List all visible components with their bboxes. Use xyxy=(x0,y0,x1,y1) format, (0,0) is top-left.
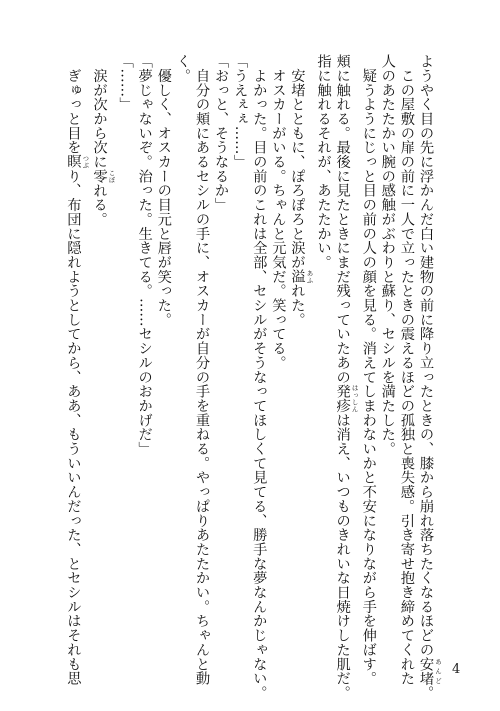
ruby-base: 安堵 xyxy=(418,656,434,686)
text-line xyxy=(192,54,211,686)
text-segment: く。 xyxy=(174,54,191,83)
ruby-reading: はっしん xyxy=(350,384,359,413)
text-line xyxy=(211,54,230,639)
text-line xyxy=(249,54,268,700)
text-segment: 安堵とともに、ぽろぽろと涙が xyxy=(289,54,306,270)
text-segment: 人のあたたかい腕の感触がぶわりと蘇り、セシルを満たした。 xyxy=(379,54,396,456)
ruby-reading: あふ xyxy=(305,269,314,284)
text-segment: 優しく、オスカーの目元と唇が笑った。 xyxy=(155,54,172,327)
text-segment: この屋敷の扉の前に一人で立ったときの震えるほどの孤独と喪失感。引き寄せ抱き締めてくれた xyxy=(398,54,415,686)
text-line xyxy=(359,54,378,686)
text-segment: 「おっと、そうなるか」 xyxy=(213,54,230,212)
text-line xyxy=(397,54,416,686)
text-line xyxy=(313,54,332,639)
text-line xyxy=(89,54,115,639)
text-line xyxy=(333,54,359,700)
text-line xyxy=(416,54,442,700)
vertical-text-body xyxy=(62,54,442,700)
text-segment: ようやく目の先に浮かんだ白い建物の前に降り立ったときの、膝から崩れ落ちたくなるほどの xyxy=(418,54,434,657)
ruby-base: 瞑 xyxy=(65,154,82,169)
text-segment: れる。 xyxy=(91,183,108,227)
ruby-reading: あんど xyxy=(434,656,442,686)
page-number: 4 xyxy=(452,662,461,677)
text-line xyxy=(154,54,173,639)
text-segment: よかった。目の前のこれは全部、セシルがそうなってほしくて見てる、勝手な夢なんかじゃない。 xyxy=(251,54,268,700)
text-segment: オスカーがいる。ちゃんと元気だ。笑ってる。 xyxy=(270,54,287,370)
text-segment: ぎゅっと目を xyxy=(65,54,82,155)
text-line xyxy=(116,54,135,639)
text-segment: 「夢じゃないぞ。治った。生きてる。……セシルのおかげだ」 xyxy=(136,54,153,456)
ruby-word xyxy=(334,384,359,413)
text-segment: 。 xyxy=(418,685,434,700)
text-line xyxy=(135,54,154,639)
text-segment: 頬に触れる。最後に見たときにまだ残っていたあの xyxy=(334,54,351,385)
text-line xyxy=(63,54,90,686)
text-segment: 「……」 xyxy=(117,54,134,112)
text-segment: 指に触れるそれが、あたたかい。 xyxy=(315,54,332,270)
text-line xyxy=(287,54,313,639)
text-line xyxy=(230,54,249,639)
text-segment: は消え、いつものきれいな日焼けした肌だ。 xyxy=(334,412,351,700)
ruby-base: 発疹 xyxy=(334,384,351,413)
ruby-base: 溢 xyxy=(289,269,306,284)
ruby-word xyxy=(418,656,442,686)
text-segment: 疑うようにじっと目の前の人の顔を見る。消えてしまわないかと不安になりながら手を伸ばす。 xyxy=(360,54,377,686)
ruby-word xyxy=(91,168,116,184)
ruby-reading: こぼ xyxy=(107,168,116,184)
text-line xyxy=(173,54,192,639)
ruby-base: 零 xyxy=(91,168,108,184)
text-line xyxy=(268,54,287,639)
text-segment: り、布団に隠れようとしてから、ああ、もういいんだった、とセシルはそれも思 xyxy=(65,168,82,686)
ruby-word xyxy=(289,269,314,284)
ruby-word xyxy=(65,154,90,169)
text-segment: 「うえぇぇ……」 xyxy=(232,54,249,169)
text-line xyxy=(378,54,397,639)
text-segment: れた。 xyxy=(289,283,306,327)
text-segment: 涙が次から次に xyxy=(91,54,108,169)
text-segment: 自分の頬にあるセシルの手に、オスカーが自分の手を重ねる。やっぱりあたたかい。ちゃんと動 xyxy=(193,54,210,686)
ruby-reading: つぶ xyxy=(81,154,90,169)
